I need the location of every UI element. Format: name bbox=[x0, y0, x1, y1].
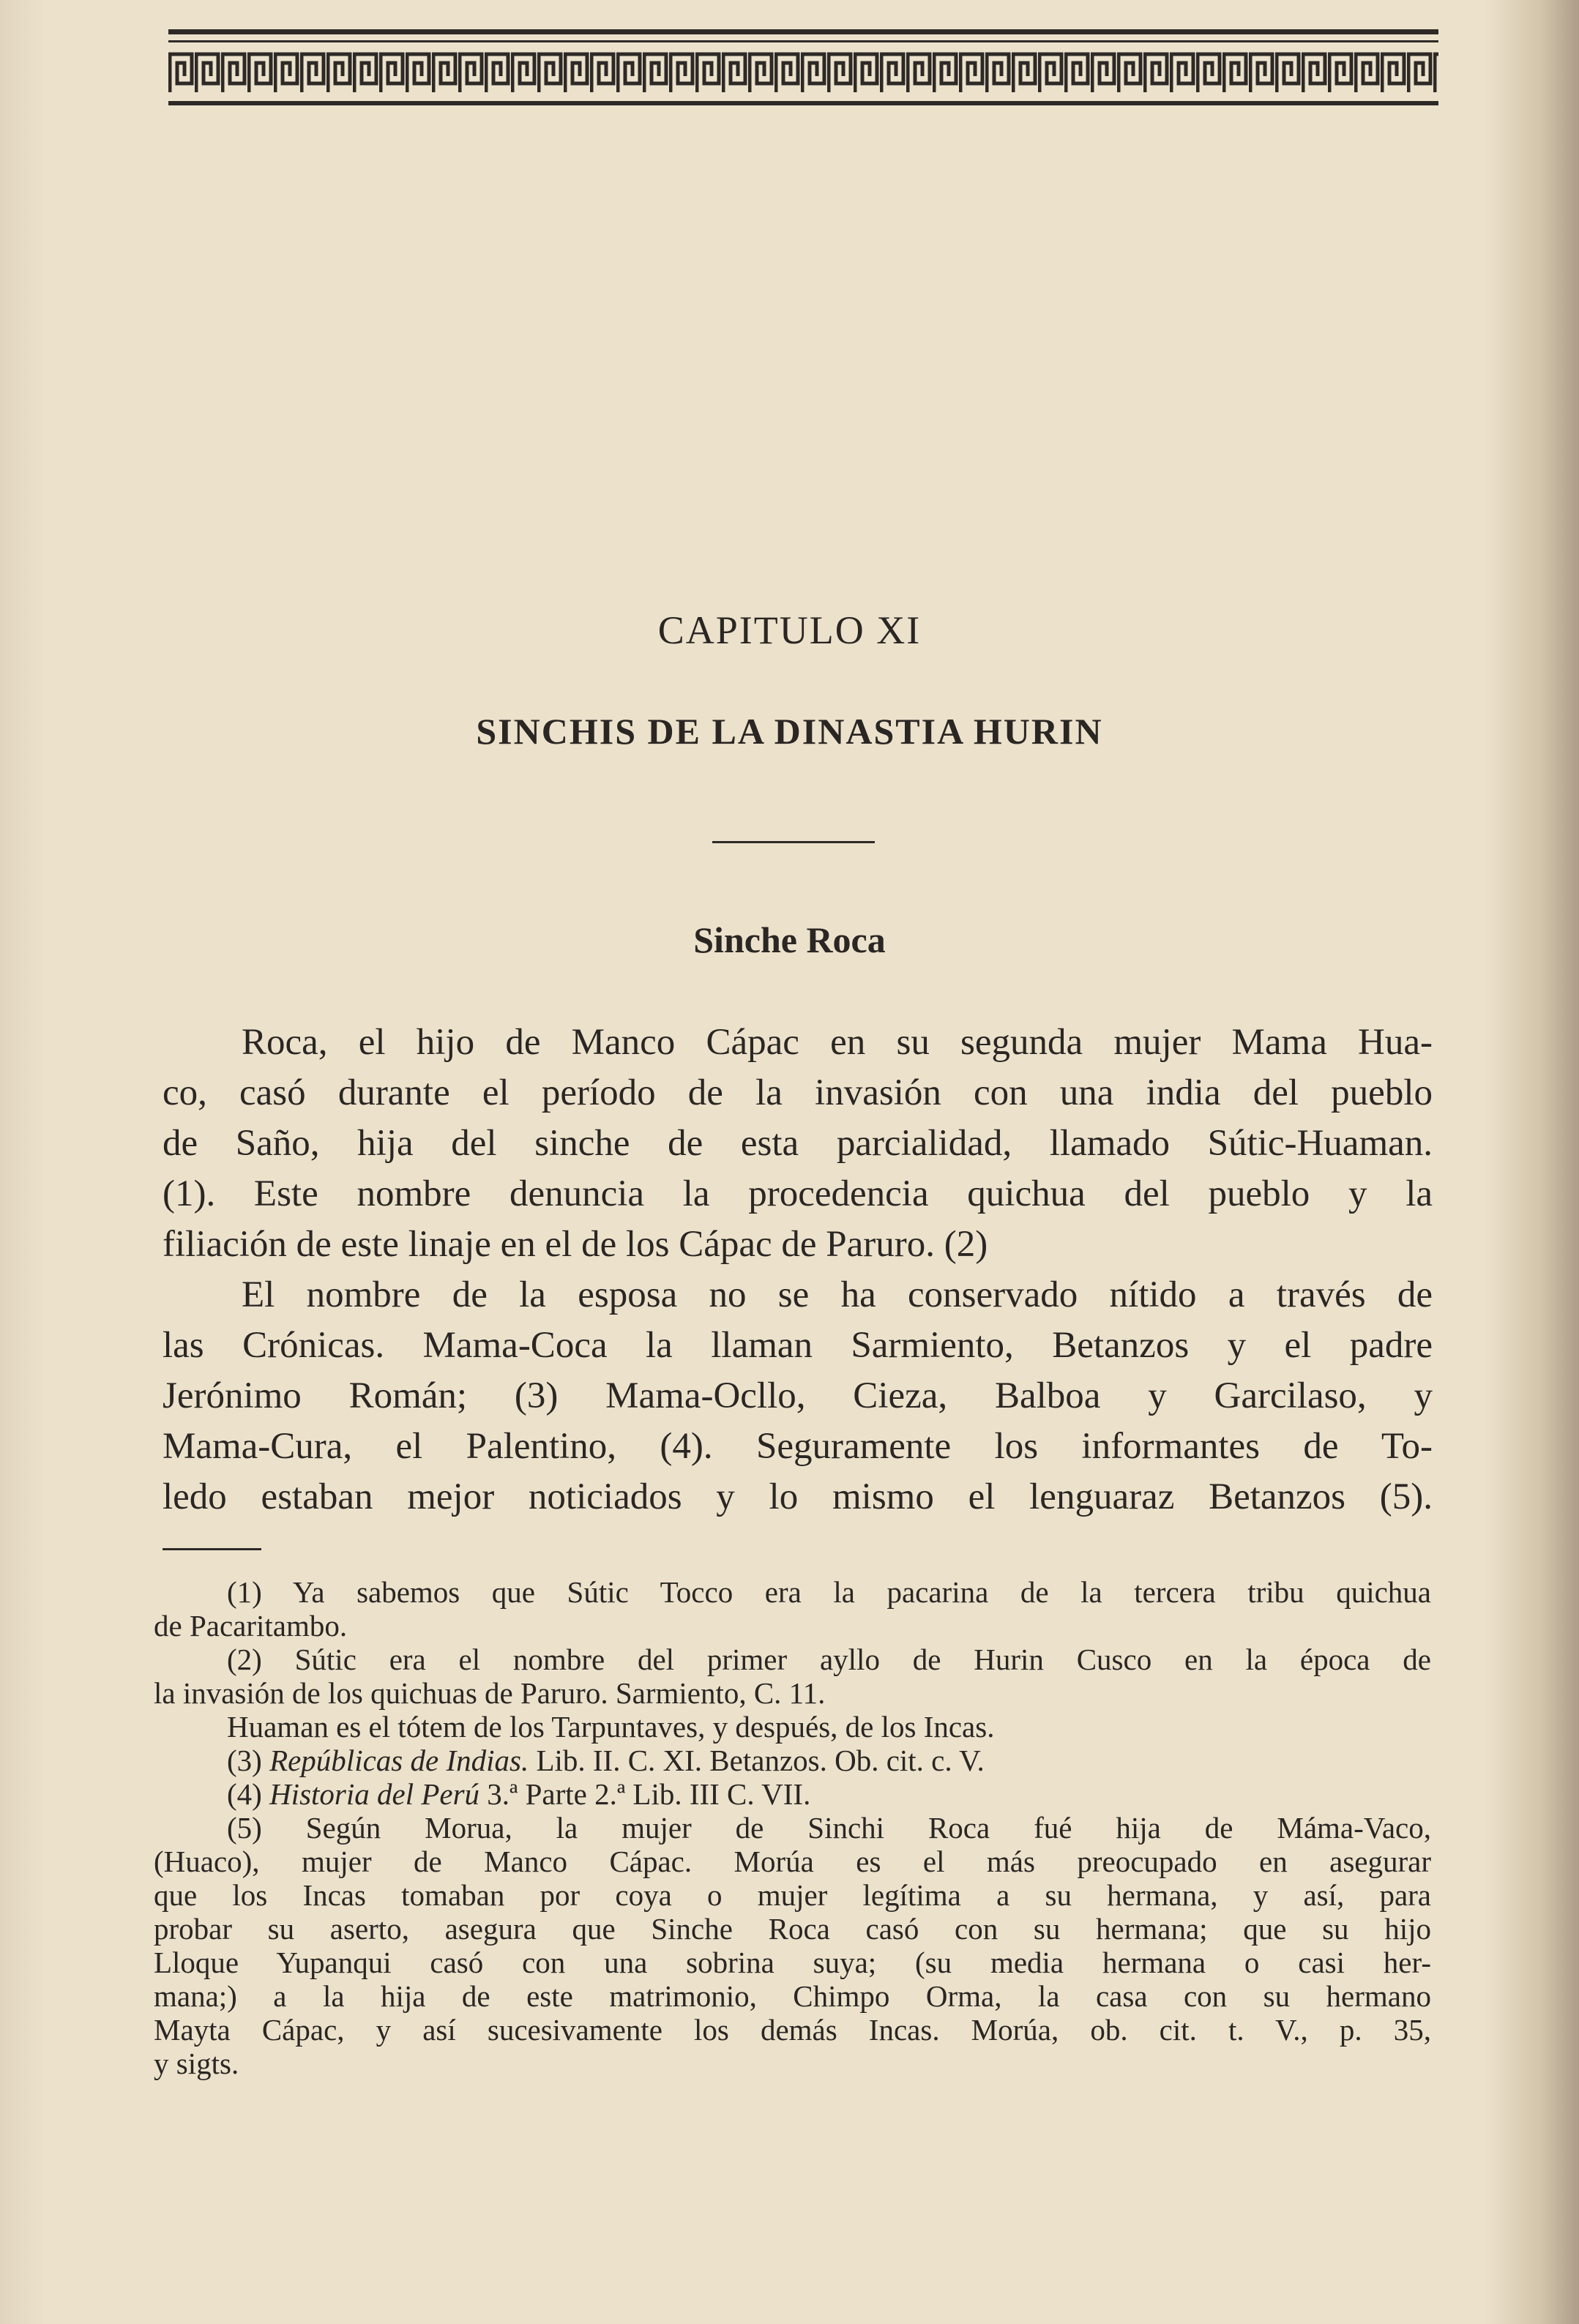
footnote-line: de Pacaritambo. bbox=[154, 1609, 348, 1643]
footnote-line: mana;) a la hija de este matrimonio, Chimpo Orma, la casa con su hermano bbox=[154, 1979, 1431, 2013]
title-rule bbox=[712, 841, 875, 843]
footnote-line bbox=[154, 1777, 1431, 1811]
body-line: las Crónicas. Mama-Coca la llaman Sarmiento, Betanzos y el padre bbox=[163, 1325, 1433, 1366]
body-line: Mama-Cura, el Palentino, (4). Seguramente los informantes de To- bbox=[163, 1426, 1433, 1467]
footnote-line: (5) Según Morua, la mujer de Sinchi Roca fué hija de Máma-Vaco, bbox=[227, 1811, 1431, 1845]
footnotes bbox=[154, 1575, 1431, 2080]
footnote-line: que los Incas tomaban por coya o mujer legítima a su hermana, y así, para bbox=[154, 1878, 1431, 1912]
body-line: (1). Este nombre denuncia la procedencia quichua del pueblo y la bbox=[163, 1173, 1433, 1214]
footnote-line bbox=[154, 1744, 1431, 1777]
body-line: de Saño, hija del sinche de esta parcialidad, llamado Sútic-Huaman. bbox=[163, 1123, 1433, 1164]
footnote-reference: Lib. II. C. XI. Betanzos. Ob. cit. c. V. bbox=[536, 1744, 985, 1777]
footnote-line: Huaman es el tótem de los Tarpuntaves, y después, de los Incas. bbox=[227, 1710, 995, 1744]
border-rule-top-thin bbox=[168, 40, 1438, 42]
footnote-line: (Huaco), mujer de Manco Cápac. Morúa es el más preocupado en asegurar bbox=[154, 1845, 1431, 1878]
border-rule-bottom bbox=[168, 101, 1438, 105]
body-line: Jerónimo Román; (3) Mama-Ocllo, Cieza, Balboa y Garcilaso, y bbox=[163, 1375, 1433, 1416]
body-text bbox=[163, 1017, 1433, 1522]
footnote-book-title: Historia del Perú bbox=[269, 1777, 480, 1811]
page-gutter-shade bbox=[0, 0, 44, 2324]
footnote-line: la invasión de los quichuas de Paruro. Sarmiento, C. 11. bbox=[154, 1676, 826, 1710]
footnote-separator bbox=[163, 1548, 261, 1550]
section-heading: Sinche Roca bbox=[693, 919, 886, 960]
body-line: co, casó durante el período de la invasión con una india del pueblo bbox=[163, 1072, 1433, 1113]
page-edge-shade bbox=[1484, 0, 1579, 2324]
body-line: Roca, el hijo de Manco Cápac en su segunda mujer Mama Hua- bbox=[242, 1022, 1433, 1063]
footnote-line: Lloque Yupanqui casó con una sobrina suya; (su media hermana o casi her- bbox=[154, 1946, 1431, 1979]
body-line: filiación de este linaje en el de los Cápac de Paruro. (2) bbox=[163, 1224, 988, 1265]
footnote-line: y sigts. bbox=[154, 2047, 239, 2080]
footnote-book-title: Repúblicas de Indias. bbox=[269, 1744, 529, 1777]
border-rule-top bbox=[168, 29, 1438, 34]
footnote-reference: 3.ª Parte 2.ª Lib. III C. VII. bbox=[487, 1777, 811, 1811]
greek-key-border bbox=[168, 29, 1438, 106]
chapter-subtitle: SINCHIS DE LA DINASTIA HURIN bbox=[476, 711, 1103, 752]
body-line: El nombre de la esposa no se ha conservado nítido a través de bbox=[242, 1274, 1433, 1315]
footnote-number: (3) bbox=[227, 1744, 262, 1777]
body-line: ledo estaban mejor noticiados y lo mismo el lenguaraz Betanzos (5). bbox=[163, 1476, 1433, 1517]
greek-key-pattern bbox=[168, 51, 1438, 94]
footnote-number: (4) bbox=[227, 1777, 262, 1811]
footnote-line: Mayta Cápac, y así sucesivamente los demás Incas. Morúa, ob. cit. t. V., p. 35, bbox=[154, 2013, 1431, 2047]
footnote-line: probar su aserto, asegura que Sinche Roca casó con su hermana; que su hijo bbox=[154, 1912, 1431, 1946]
footnote-line: (1) Ya sabemos que Sútic Tocco era la pacarina de la tercera tribu quichua bbox=[227, 1575, 1431, 1609]
chapter-heading: CAPITULO XI bbox=[657, 608, 922, 652]
footnote-line: (2) Sútic era el nombre del primer ayllo de Hurin Cusco en la época de bbox=[227, 1643, 1431, 1676]
